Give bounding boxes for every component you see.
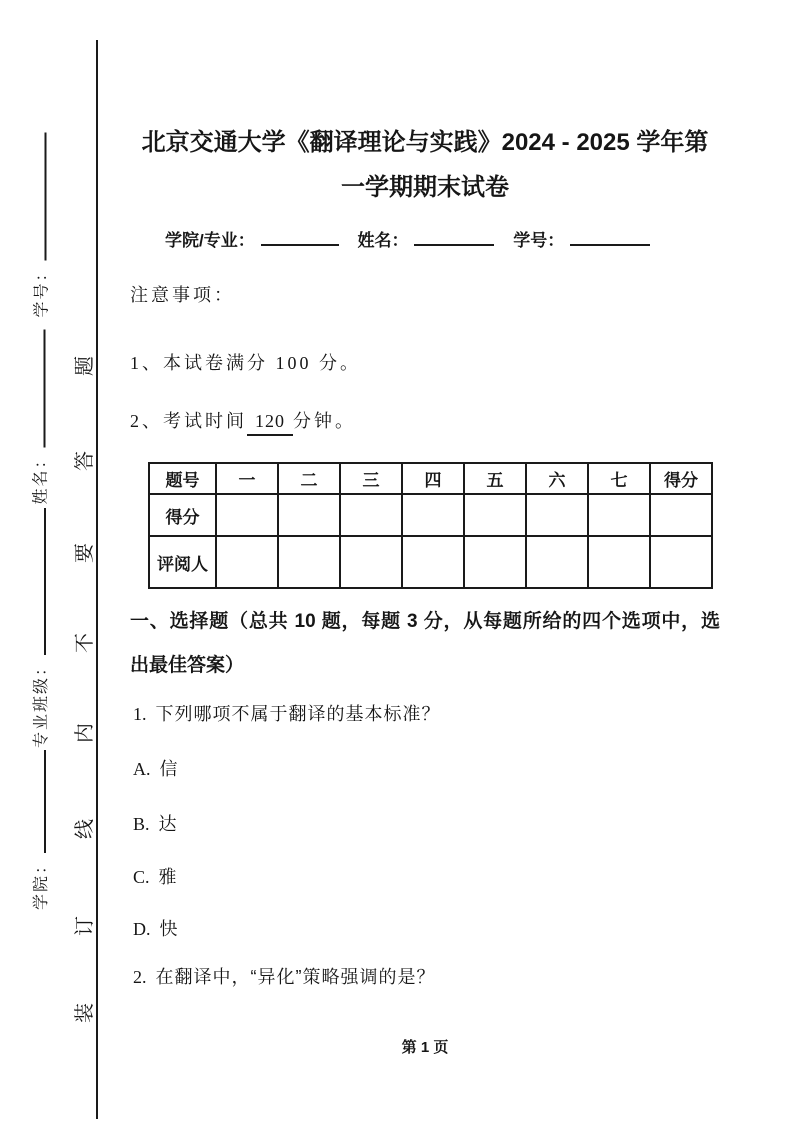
side-field-name: [30, 330, 54, 505]
exam-title: [130, 120, 720, 210]
binding-text-char: 装: [74, 1003, 96, 1023]
score-cell: [464, 494, 526, 536]
binding-text-char: 答: [74, 451, 96, 471]
exam-title-line2: 一学期期末试卷: [341, 174, 509, 201]
option-c-letter: C.: [133, 867, 150, 887]
school-major-label: 学院/专业：: [165, 231, 255, 250]
score-table-header-cell: 题号: [149, 463, 216, 494]
question-1-option-a: [133, 756, 179, 782]
score-cell: [402, 494, 464, 536]
grader-cell: [464, 536, 526, 588]
side-field-student-id: [31, 133, 55, 318]
option-a-letter: A.: [133, 759, 151, 779]
binding-text-char: 不: [74, 633, 96, 653]
binding-text-char: 线: [74, 819, 96, 839]
score-table-header-cell: 四: [402, 463, 464, 494]
score-cell: [650, 494, 712, 536]
notice-item-2: [130, 408, 356, 436]
question-1-number: 1.: [133, 704, 147, 724]
score-table-score-row: [149, 494, 712, 536]
question-2: [133, 964, 436, 990]
student-id-blank-line: [570, 230, 650, 246]
score-table-header-cell: 七: [588, 463, 650, 494]
grader-cell: [588, 536, 650, 588]
score-table-header-cell: 一: [216, 463, 278, 494]
score-cell: [216, 494, 278, 536]
grader-cell: [278, 536, 340, 588]
grader-cell: [650, 536, 712, 588]
score-table-header-cell: 六: [526, 463, 588, 494]
main-content: [130, 0, 720, 1122]
section-one-heading-line1: 一、选择题（总共 10 题，每题 3 分，从每题所给的四个选项中，选: [130, 611, 720, 632]
binding-text-char: 订: [74, 916, 96, 936]
question-1-option-c: [133, 864, 178, 890]
score-table: [148, 462, 713, 589]
score-cell: [278, 494, 340, 536]
score-table-grader-row: [149, 536, 712, 588]
side-field-college-blank-line: [32, 750, 46, 853]
exam-duration-value: 120: [247, 408, 293, 436]
name-label: 姓名：: [357, 231, 409, 250]
option-b-letter: B.: [133, 814, 150, 834]
option-d-text: 快: [159, 919, 179, 939]
section-one-heading-line2: 出最佳答案）: [130, 655, 245, 676]
question-1: [133, 701, 441, 727]
option-a-text: 信: [159, 759, 179, 779]
question-1-text: 下列哪项不属于翻译的基本标准？: [155, 704, 441, 724]
score-cell: [588, 494, 650, 536]
grader-row-label: 评阅人: [149, 536, 216, 588]
school-major-blank-line: [261, 230, 339, 246]
notice-item-1: 1、本试卷满分 100 分。: [130, 353, 361, 373]
grader-cell: [340, 536, 402, 588]
side-field-name-label: 姓名：: [32, 450, 50, 505]
side-field-major-class-label: 专业班级：: [33, 657, 50, 748]
side-field-major-class-blank-line: [32, 508, 46, 655]
binding-text-char: 要: [74, 543, 96, 563]
side-field-name-blank-line: [32, 330, 46, 448]
side-field-major-class: [30, 508, 54, 748]
grader-cell: [526, 536, 588, 588]
side-field-college: [30, 750, 54, 910]
question-1-option-d: [133, 916, 179, 942]
side-field-college-label: 学院：: [33, 855, 50, 910]
grader-cell: [402, 536, 464, 588]
question-2-text: 在翻译中，“异化”策略强调的是？: [155, 967, 436, 987]
name-blank-line: [414, 230, 494, 246]
score-table-header-cell: 三: [340, 463, 402, 494]
score-table-header-cell: 得分: [650, 463, 712, 494]
question-1-option-b: [133, 811, 178, 837]
score-table-header-row: [149, 463, 712, 494]
question-2-number: 2.: [133, 967, 147, 987]
score-table-header-cell: 五: [464, 463, 526, 494]
section-one-heading: [130, 600, 720, 688]
exam-title-line1: 北京交通大学《翻译理论与实践》2024 - 2025 学年第: [141, 129, 709, 156]
grader-cell: [216, 536, 278, 588]
score-cell: [340, 494, 402, 536]
student-id-label: 学号：: [513, 231, 565, 250]
score-cell: [526, 494, 588, 536]
binding-line: [96, 40, 98, 1119]
option-d-letter: D.: [133, 919, 151, 939]
score-row-label: 得分: [149, 494, 216, 536]
notice-item-2-after: 分钟。: [293, 411, 356, 431]
binding-text-char: 题: [74, 356, 96, 376]
student-info-form: [165, 228, 720, 254]
score-table-header-cell: 二: [278, 463, 340, 494]
option-b-text: 达: [158, 814, 178, 834]
side-field-student-id-label: 学号：: [33, 263, 51, 318]
notice-heading: 注意事项：: [130, 285, 235, 305]
binding-text-char: 内: [74, 723, 96, 743]
notice-item-2-before: 2、考试时间: [130, 411, 247, 431]
side-field-student-id-blank-line: [33, 133, 47, 261]
page-number-footer: 第 1 页: [401, 1039, 449, 1056]
option-c-text: 雅: [158, 867, 178, 887]
